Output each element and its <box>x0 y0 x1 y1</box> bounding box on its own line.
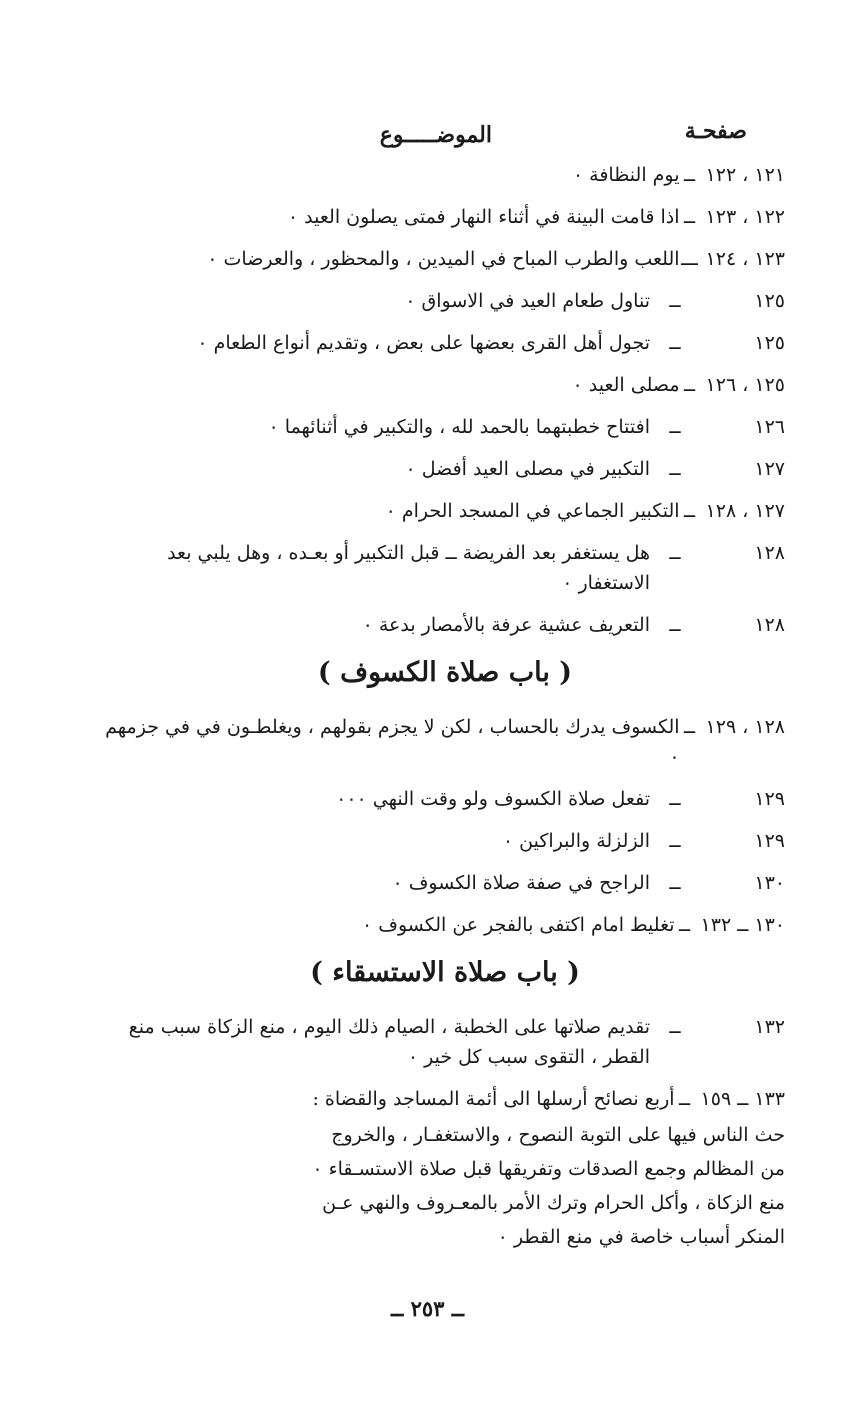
entry-page-number: ١٣٠ <box>754 872 785 894</box>
entry-dash: ــ <box>669 788 681 810</box>
index-entry <box>105 784 785 814</box>
entry-page-number: ١٣٣ ــ ١٥٩ <box>700 1088 785 1110</box>
entry-page-number: ١٢٥ <box>754 290 785 312</box>
entry-dash: ــ <box>683 374 696 396</box>
index-entry <box>105 826 785 856</box>
entry-dash: ــ <box>669 416 681 438</box>
index-entry <box>105 1084 785 1114</box>
section-title-istisqa: ( باب صلاة الاستسقاء ) <box>310 957 580 988</box>
entry-page-number: ١٢٥ <box>754 332 785 354</box>
entry-page-number: ١٢٩ <box>754 830 785 852</box>
entry-dash: ــ <box>669 830 681 852</box>
entry-topic: التكبير في مصلى العيد أفضل ٠ <box>405 458 650 480</box>
entry-dash: ــ <box>669 872 681 894</box>
index-entry <box>105 712 785 772</box>
index-entry <box>105 496 785 526</box>
entry-dash: ــ <box>669 1016 681 1038</box>
entry-page-number: ١٢١ ، ١٢٢ <box>705 164 785 186</box>
entry-topic: تجول أهل القرى بعضها على بعض ، وتقديم أنواع الطعام ٠ <box>197 332 650 354</box>
index-entry <box>105 538 785 598</box>
entry-dash: ــ <box>678 914 691 936</box>
entry-page-number: ١٢٧ <box>754 458 785 480</box>
entry-topic: أربع نصائح أرسلها الى أئمة المساجد والقضاة : <box>312 1088 675 1110</box>
entry-page-number: ١٣٠ ــ ١٣٢ <box>700 914 785 936</box>
entry-topic: تقديم صلاتها على الخطبة ، الصيام ذلك اليوم ، منع الزكاة سبب منع القطر ، التقوى سبب كل خير ٠ <box>128 1016 650 1068</box>
entry-page-number: ١٢٨ ، ١٢٩ <box>705 716 785 738</box>
paragraph-line: حث الناس فيها على التوبة النصوح ، والاستغفـار ، والخروج <box>331 1124 785 1146</box>
entry-page-number: ١٢٧ ، ١٢٨ <box>705 500 785 522</box>
entry-topic: التعريف عشية عرفة بالأمصار بدعة ٠ <box>362 614 650 636</box>
entry-dash: ــ <box>669 458 681 480</box>
entry-topic: الراجح في صفة صلاة الكسوف ٠ <box>392 872 650 894</box>
entry-page-number: ١٣٢ <box>754 1016 785 1038</box>
entry-dash: ــ <box>683 164 696 186</box>
index-entry <box>105 202 785 232</box>
entry-topic: الكسوف يدرك بالحساب ، لكن لا يجزم بقولهم ، ويغلطـون في في جزمهم ٠ <box>105 716 680 768</box>
entry-topic: تفعل صلاة الكسوف ولو وقت النهي ٠٠٠ <box>336 788 650 810</box>
entry-topic: الزلزلة والبراكين ٠ <box>502 830 650 852</box>
entries-list-2 <box>105 712 785 940</box>
entry-topic: افتتاح خطبتهما بالحمد لله ، والتكبير في أثنائهما ٠ <box>268 416 650 438</box>
entry-topic: التكبير الجماعي في المسجد الحرام ٠ <box>385 500 680 522</box>
paragraph-line: من المظالم وجمع الصدقات وتفريقها قبل صلاة الاستسـقاء ٠ <box>312 1158 785 1180</box>
index-entry <box>105 412 785 442</box>
index-entry <box>105 328 785 358</box>
entry-page-number: ١٢٦ <box>754 416 785 438</box>
index-entry <box>105 610 785 640</box>
index-entry <box>105 370 785 400</box>
entry-topic: تناول طعام العيد في الاسواق ٠ <box>405 290 650 312</box>
page-number: ــ ٢٥٣ ــ <box>390 1296 465 1321</box>
entry-page-number: ١٢٨ <box>754 614 785 636</box>
entry-topic: اللعب والطرب المباح في الميدين ، والمحظور ، والعرضات ٠ <box>207 248 680 270</box>
paragraph-line: المنكر أسباب خاصة في منع القطر ٠ <box>497 1226 785 1248</box>
paragraph-line: منع الزكاة ، وأكل الحرام وترك الأمر بالمعـروف والنهي عـن <box>322 1192 785 1214</box>
entry-topic: هل يستغفر بعد الفريضة ــ قبل التكبير أو بعـده ، وهل يلبي بعد الاستغفار ٠ <box>167 542 650 594</box>
entry-topic: مصلى العيد ٠ <box>572 374 680 396</box>
entry-topic: اذا قامت البينة في أثناء النهار فمتى يصلون العيد ٠ <box>287 206 680 228</box>
entry-dash: ــ <box>683 716 696 738</box>
index-entry <box>105 868 785 898</box>
index-entry <box>105 160 785 190</box>
entry-dash: ـــ <box>681 248 698 270</box>
entry-page-number: ١٢٥ ، ١٢٦ <box>705 374 785 396</box>
index-entry <box>105 286 785 316</box>
index-entry <box>105 910 785 940</box>
entry-dash: ــ <box>669 332 681 354</box>
entry-dash: ــ <box>669 290 681 312</box>
header-topic-column: الموضـــــوع <box>379 122 492 148</box>
entries-list-3 <box>105 1012 785 1114</box>
header-page-column: صفحـة <box>684 118 747 144</box>
entry-topic: تغليط امام اكتفى بالفجر عن الكسوف ٠ <box>362 914 675 936</box>
entry-page-number: ١٢٩ <box>754 788 785 810</box>
entry-dash: ــ <box>683 500 696 522</box>
entry-dash: ــ <box>669 542 681 564</box>
entry-page-number: ١٢٣ ، ١٢٤ <box>705 248 785 270</box>
index-entry <box>105 454 785 484</box>
section-title-kusuf: ( باب صلاة الكسوف ) <box>317 657 573 688</box>
entry-page-number: ١٢٨ <box>754 542 785 564</box>
entry-page-number: ١٢٢ ، ١٢٣ <box>705 206 785 228</box>
advice-paragraph <box>105 1118 785 1254</box>
index-entry <box>105 1012 785 1072</box>
entries-list-1 <box>105 160 785 640</box>
entry-dash: ــ <box>669 614 681 636</box>
entry-dash: ــ <box>683 206 696 228</box>
entry-dash: ــ <box>678 1088 691 1110</box>
index-content <box>105 160 785 1254</box>
index-entry <box>105 244 785 274</box>
entry-topic: يوم النظافة ٠ <box>572 164 680 186</box>
